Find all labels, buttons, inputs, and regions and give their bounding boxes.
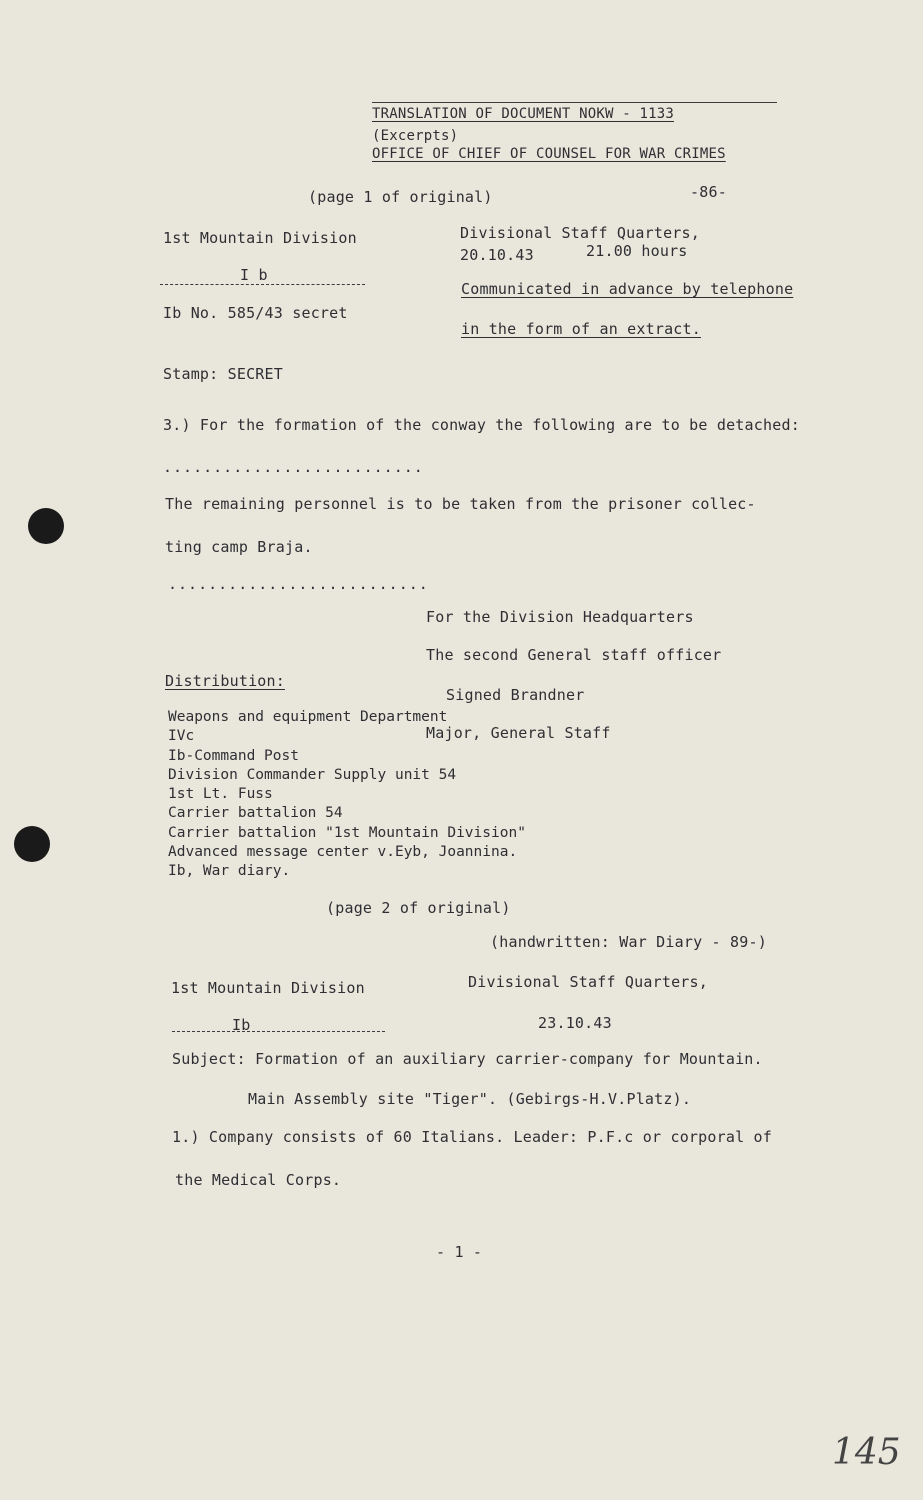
page1-for-division: For the Division Headquarters (426, 608, 694, 626)
page1-communicated-1: Communicated in advance by telephone (461, 280, 794, 298)
page2-item-1a: 1.) Company consists of 60 Italians. Leader: P.F.c or corporal of (172, 1128, 772, 1146)
page1-remaining-2: ting camp Braja. (165, 538, 313, 556)
page1-paragraph-3: 3.) For the formation of the conway the following are to be detached: (163, 416, 800, 434)
page1-unit: 1st Mountain Division (163, 229, 357, 247)
distribution-item: Ib, War diary. (168, 863, 291, 880)
punch-hole-top (28, 508, 64, 544)
page1-second-officer: The second General staff officer (426, 646, 722, 664)
page2-item-1b: the Medical Corps. (175, 1171, 342, 1189)
page2-subject: Subject: Formation of an auxiliary carrier-company for Mountain. (172, 1050, 763, 1068)
page2-section: Ib (232, 1016, 251, 1034)
header-line-2: (Excerpts) (372, 128, 459, 144)
page2-date: 23.10.43 (538, 1014, 612, 1032)
page1-section-rule (160, 284, 365, 285)
page2-marker: (page 2 of original) (326, 899, 511, 917)
page2-handwritten-note: (handwritten: War Diary - 89-) (490, 933, 767, 951)
page1-remaining-1: The remaining personnel is to be taken from the prisoner collec- (165, 495, 756, 513)
header-line-3: OFFICE OF CHIEF OF COUNSEL FOR WAR CRIMES (372, 146, 726, 162)
distribution-item: Ib-Command Post (168, 747, 299, 764)
page1-date: 20.10.43 (460, 246, 534, 264)
page1-stamp: Stamp: SECRET (163, 365, 283, 383)
page1-signed: Signed Brandner (446, 686, 585, 704)
header-line-1: TRANSLATION OF DOCUMENT NOKW - 1133 (372, 106, 675, 122)
page1-ellipsis-1: .......................... (163, 458, 424, 476)
distribution-item: Carrier battalion 54 (168, 805, 343, 822)
punch-hole-bottom (14, 826, 50, 862)
distribution-item: 1st Lt. Fuss (168, 786, 273, 803)
page2-unit: 1st Mountain Division (171, 979, 365, 997)
page2-section-rule (172, 1031, 385, 1032)
distribution-item: Carrier battalion "1st Mountain Division" (168, 824, 526, 841)
page1-major: Major, General Staff (426, 724, 611, 742)
page1-section: I b (240, 266, 268, 284)
page1-hq: Divisional Staff Quarters, (460, 224, 700, 242)
distribution-item: Weapons and equipment Department (168, 709, 448, 725)
handwritten-page-number: 145 (832, 1432, 901, 1473)
distribution-item: IVc (168, 728, 195, 745)
page1-ellipsis-2: .......................... (168, 575, 429, 593)
distribution-item: Division Commander Supply unit 54 (168, 766, 457, 783)
page1-time: 21.00 hours (586, 242, 688, 260)
page1-communicated-2: in the form of an extract. (461, 320, 701, 338)
page2-hq: Divisional Staff Quarters, (468, 973, 708, 991)
distribution-item: Advanced message center v.Eyb, Joannina. (168, 844, 518, 861)
page-number: - 1 - (436, 1243, 483, 1261)
header-top-rule (372, 102, 777, 103)
page1-distribution-heading: Distribution: (165, 672, 285, 690)
page1-ref-no: Ib No. 585/43 secret (163, 304, 348, 322)
page1-marker: (page 1 of original) (308, 188, 493, 206)
page1-ref: -86- (690, 183, 727, 201)
page2-assembly: Main Assembly site "Tiger". (Gebirgs-H.V.Platz). (248, 1090, 692, 1108)
